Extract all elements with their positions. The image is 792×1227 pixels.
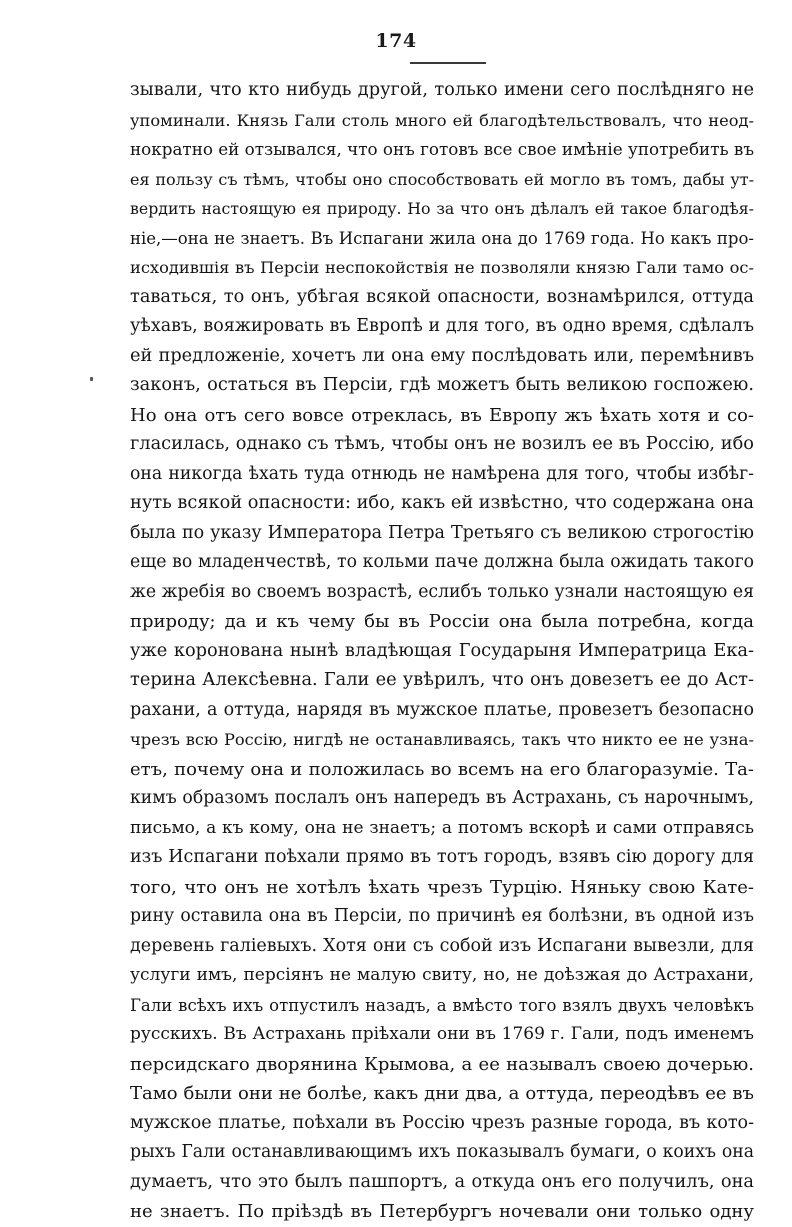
text-line: она никогда ѣхать туда отнюдь не намѣрена для того, чтобы избѣг- (130, 463, 754, 484)
text-line: Но она отъ сего вовсе отреклась, въ Европу жъ ѣхать хотя и со- (130, 404, 754, 426)
body-text (130, 76, 754, 1227)
text-line: мужское платье, поѣхали въ Россію чрезъ разные города, въ кото- (130, 1112, 754, 1133)
margin-speck (90, 377, 93, 381)
text-line: вердить настоящую ея природу. Но за что онъ дѣлалъ ей такое благодѣя- (130, 199, 754, 218)
text-line: уже коронована нынѣ владѣющая Государыня Императрица Ека- (130, 640, 754, 661)
text-line: рину оставила она въ Персіи, по причинѣ ея болѣзни, въ одной изъ (130, 906, 754, 926)
text-line: уѣхавъ, вояжировать въ Европѣ и для того, въ одно время, сдѣлалъ (130, 316, 754, 336)
text-line: деревень галіевыхъ. Хотя они съ собой изъ Испагани вывезли, для (130, 935, 754, 956)
text-line: письмо, а къ кому, она не знаетъ; а потомъ вскорѣ и сами отправясь (130, 817, 754, 838)
text-line: рахани, а оттуда, нарядя въ мужское платье, провезетъ безопасно (130, 699, 754, 720)
text-line: ей предложеніе, хочетъ ли она ему послѣдовать или, перемѣнивъ (130, 345, 754, 366)
text-line: чрезъ всю Россію, нигдѣ не останавливаясь, такъ что никто ее не узна- (130, 730, 754, 749)
text-line: гласилась, однако съ тѣмъ, чтобы онъ не возилъ ее въ Россію, ибо (130, 434, 754, 454)
text-line: Тамо были они не болѣе, какъ дни два, а оттуда, переодѣвъ ее въ (130, 1083, 754, 1104)
text-line: ея пользу съ тѣмъ, чтобы оно способствовать ей могло въ томъ, дабы ут- (130, 169, 754, 189)
text-line: зывали, что кто нибудь другой, только имени сего послѣдняго не (130, 80, 754, 100)
text-line: исходившія въ Персіи неспокойствія не позволяли князю Гали тамо ос- (130, 258, 754, 277)
text-line: персидскаго дворянина Крымова, а ее называлъ своею дочерью. (130, 1053, 754, 1075)
text-line: нократно ей отзывался, что онъ готовъ все свое имѣніе употребить въ (130, 139, 754, 159)
text-line: кимъ образомъ послалъ онъ напередъ въ Астрахань, съ нарочнымъ, (130, 788, 754, 808)
text-line: того, что онъ не хотѣлъ ѣхать чрезъ Турцію. Няньку свою Кате- (130, 876, 754, 898)
text-line: Гали всѣхъ ихъ отпустилъ назадъ, а вмѣсто того взялъ двухъ человѣкъ (130, 995, 754, 1015)
text-line: природу; да и къ чему бы въ Россіи она была потребна, когда (130, 611, 754, 632)
text-line: русскихъ. Въ Астрахань пріѣхали они въ 1769 г. Гали, подъ именемъ (130, 1024, 754, 1044)
text-line: думаетъ, что это былъ пашпортъ, а откуда онъ его получилъ, она (130, 1171, 754, 1192)
text-line: терина Алексѣевна. Гали ее увѣрилъ, что онъ довезетъ ее до Аст- (130, 670, 754, 690)
text-line: не знаетъ. По пріѣздѣ въ Петербургъ ночевали они только одну (130, 1201, 754, 1222)
text-line: рыхъ Гали останавливающимъ ихъ показывалъ бумаги, о коихъ она (130, 1142, 754, 1162)
text-line: изъ Испагани поѣхали прямо въ тотъ городъ, взявъ сію дорогу для (130, 847, 754, 867)
page-number: 174 (375, 30, 417, 52)
text-line: етъ, почему она и положилась во всемъ на его благоразуміе. Та- (130, 758, 754, 780)
text-line: таваться, то онъ, убѣгая всякой опасности, вознамѣрился, оттуда (130, 286, 754, 307)
text-line: упоминали. Князь Гали столь много ей благодѣтельствовалъ, что неод- (130, 110, 754, 130)
text-line: же жребія во своемъ возрастѣ, еслибъ только узнали настоящую ея (130, 581, 754, 602)
text-line: ніе,—она не знаетъ. Въ Испагани жила она до 1769 года. Но какъ про- (130, 228, 754, 248)
page-number-rule (410, 62, 486, 64)
text-line: нуть всякой опасности: ибо, какъ ей извѣстно, что содержана она (130, 493, 754, 513)
text-line: еще во младенчествѣ, то кольми паче должна была ожидать такого (130, 552, 754, 572)
text-line: была по указу Императора Петра Третьяго съ великою строгостію (130, 522, 754, 543)
text-line: законъ, остаться въ Персіи, гдѣ можетъ быть великою госпожею. (130, 375, 754, 395)
text-line: услуги имъ, персіянъ не малую свиту, но, не доѣзжая до Астрахани, (130, 965, 754, 985)
